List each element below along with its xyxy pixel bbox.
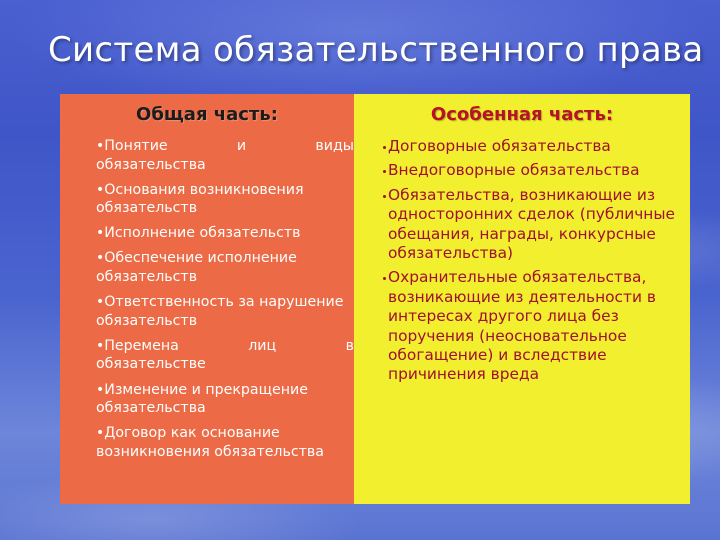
list-item: •Основания возникновения обязательств bbox=[96, 181, 304, 217]
general-part-panel bbox=[60, 94, 354, 504]
list-item: Внедоговорные обязательства bbox=[388, 161, 688, 180]
bullet-dot-icon bbox=[383, 277, 386, 280]
bullet-dot-icon bbox=[383, 195, 386, 198]
general-part-list bbox=[96, 137, 354, 468]
list-item: Договорные обязательства bbox=[388, 137, 688, 156]
slide-title: Система обязательственного права bbox=[48, 30, 704, 70]
bullet-dot-icon bbox=[383, 146, 386, 149]
bullet-dot-icon bbox=[383, 170, 386, 173]
list-item: •Понятие и виды обязательства bbox=[96, 138, 354, 173]
special-part-panel bbox=[354, 94, 690, 504]
list-item: •Обеспечение исполнение обязательств bbox=[96, 250, 297, 286]
special-part-list bbox=[388, 137, 688, 390]
special-part-heading: Особенная часть: bbox=[430, 104, 614, 125]
list-item: •Перемена лиц в обязательстве bbox=[96, 337, 354, 373]
list-item: •Изменение и прекращение обязательства bbox=[96, 381, 308, 417]
list-item: •Исполнение обязательств bbox=[96, 225, 301, 242]
general-part-heading: Общая часть: bbox=[136, 104, 278, 125]
list-item: •Договор как основание возникновения обязательства bbox=[96, 425, 324, 460]
list-item: Охранительные обязательства, возникающие из деятельности в интересах другого лица без поручения (неосновательное обогащение) и вследствие причинения вреда bbox=[388, 268, 688, 384]
list-item: •Ответственность за нарушение обязательств bbox=[96, 294, 344, 329]
list-item: Обязательства, возникающие из односторонних сделок (публичные обещания, награды, конкурсные обязательства) bbox=[388, 186, 688, 264]
